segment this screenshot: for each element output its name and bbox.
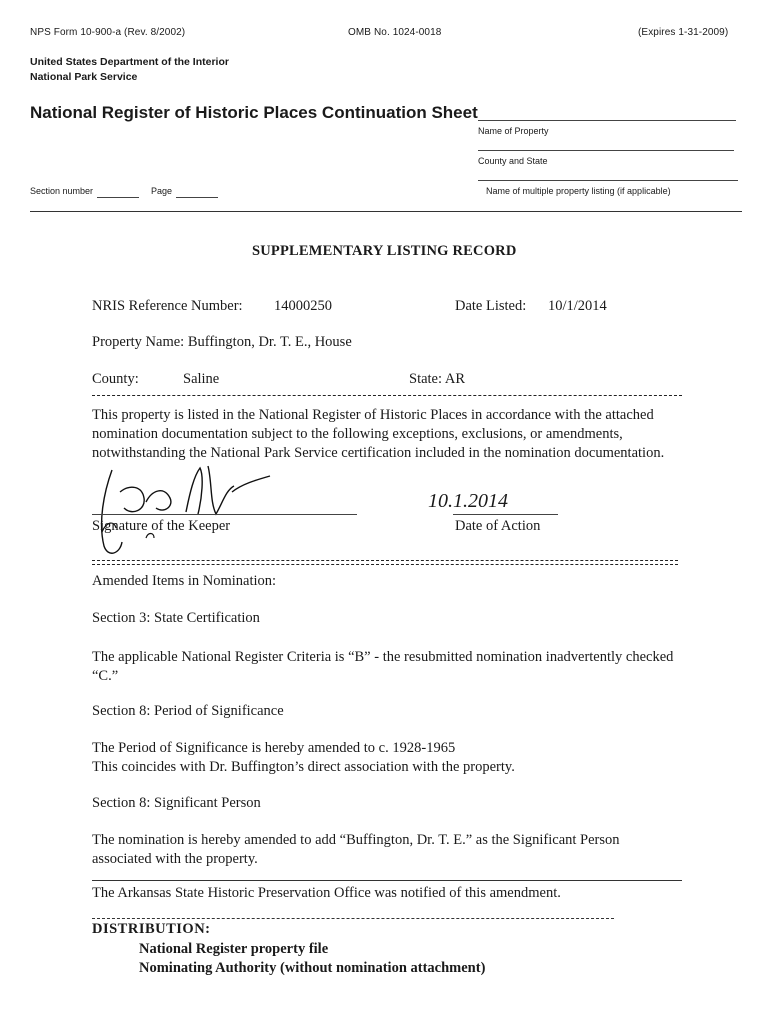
multiple-listing-label: Name of multiple property listing (if applicable) <box>486 186 671 196</box>
shpo-notice: The Arkansas State Historic Preservation Office was notified of this amendment. <box>92 885 561 901</box>
page-title: National Register of Historic Places Continuation Sheet <box>30 103 478 122</box>
date-of-action-line <box>453 514 558 515</box>
form-number: NPS Form 10-900-a (Rev. 8/2002) <box>30 27 186 38</box>
section8-period-line1: The Period of Significance is hereby amended to c. 1928-1965 <box>92 740 456 756</box>
county-value: Saline <box>183 371 220 387</box>
section3-text: The applicable National Register Criteria is “B” - the resubmitted nomination inadvertently checked “C.” <box>92 649 674 684</box>
county-label: County: <box>92 371 139 387</box>
nris-value: 14000250 <box>274 298 332 314</box>
distribution-divider <box>92 918 614 919</box>
amended-items-heading: Amended Items in Nomination: <box>92 573 277 589</box>
record-heading: SUPPLEMENTARY LISTING RECORD <box>252 243 517 259</box>
omb-number: OMB No. 1024-0018 <box>348 27 442 38</box>
county-state-line <box>478 150 734 151</box>
state: State: AR <box>409 371 465 387</box>
property-name: Property Name: Buffington, Dr. T. E., House <box>92 334 352 350</box>
section-number-blank <box>97 197 139 198</box>
section8-person-text: The nomination is hereby amended to add “Buffington, Dr. T. E.” as the Significant Person associated with the property. <box>92 832 620 867</box>
dashed-divider <box>92 395 682 396</box>
date-listed-label: Date Listed: <box>455 298 527 314</box>
name-of-property-line <box>478 120 736 121</box>
keeper-signature <box>90 462 290 562</box>
department-name: United States Department of the Interior <box>30 56 229 68</box>
notice-divider <box>92 880 682 881</box>
distribution-heading: DISTRIBUTION: <box>92 921 211 937</box>
name-of-property-label: Name of Property <box>478 126 549 136</box>
date-listed-value: 10/1/2014 <box>548 298 607 314</box>
header-divider <box>30 211 742 212</box>
county-state-label: County and State <box>478 156 548 166</box>
distribution-item: National Register property file <box>139 941 329 957</box>
nris-label: NRIS Reference Number: <box>92 298 243 314</box>
date-of-action-label: Date of Action <box>455 518 541 534</box>
section8-period-title: Section 8: Period of Significance <box>92 703 284 719</box>
signature-label: Signature of the Keeper <box>92 518 231 534</box>
section-number-label: Section number <box>30 186 94 196</box>
section8-period-line2: This coincides with Dr. Buffington’s direct association with the property. <box>92 759 515 775</box>
service-name: National Park Service <box>30 71 138 83</box>
expiration-date: (Expires 1-31-2009) <box>638 27 729 38</box>
distribution-item: Nominating Authority (without nomination attachment) <box>139 960 486 976</box>
double-divider <box>92 560 678 565</box>
page-blank <box>176 197 218 198</box>
listing-statement: This property is listed in the National Register of Historic Places in accordance with the attached nomination documentation subject to the following exceptions, exclusions, or amendments, notwithstanding the National Park Service certification included in the nomination documentation. <box>92 407 665 461</box>
section8-person-title: Section 8: Significant Person <box>92 795 261 811</box>
handwritten-action-date: 10.1.2014 <box>428 490 508 512</box>
signature-line <box>92 514 357 515</box>
section3-title: Section 3: State Certification <box>92 610 260 626</box>
page-label: Page <box>151 186 173 196</box>
multiple-listing-line <box>478 180 738 181</box>
